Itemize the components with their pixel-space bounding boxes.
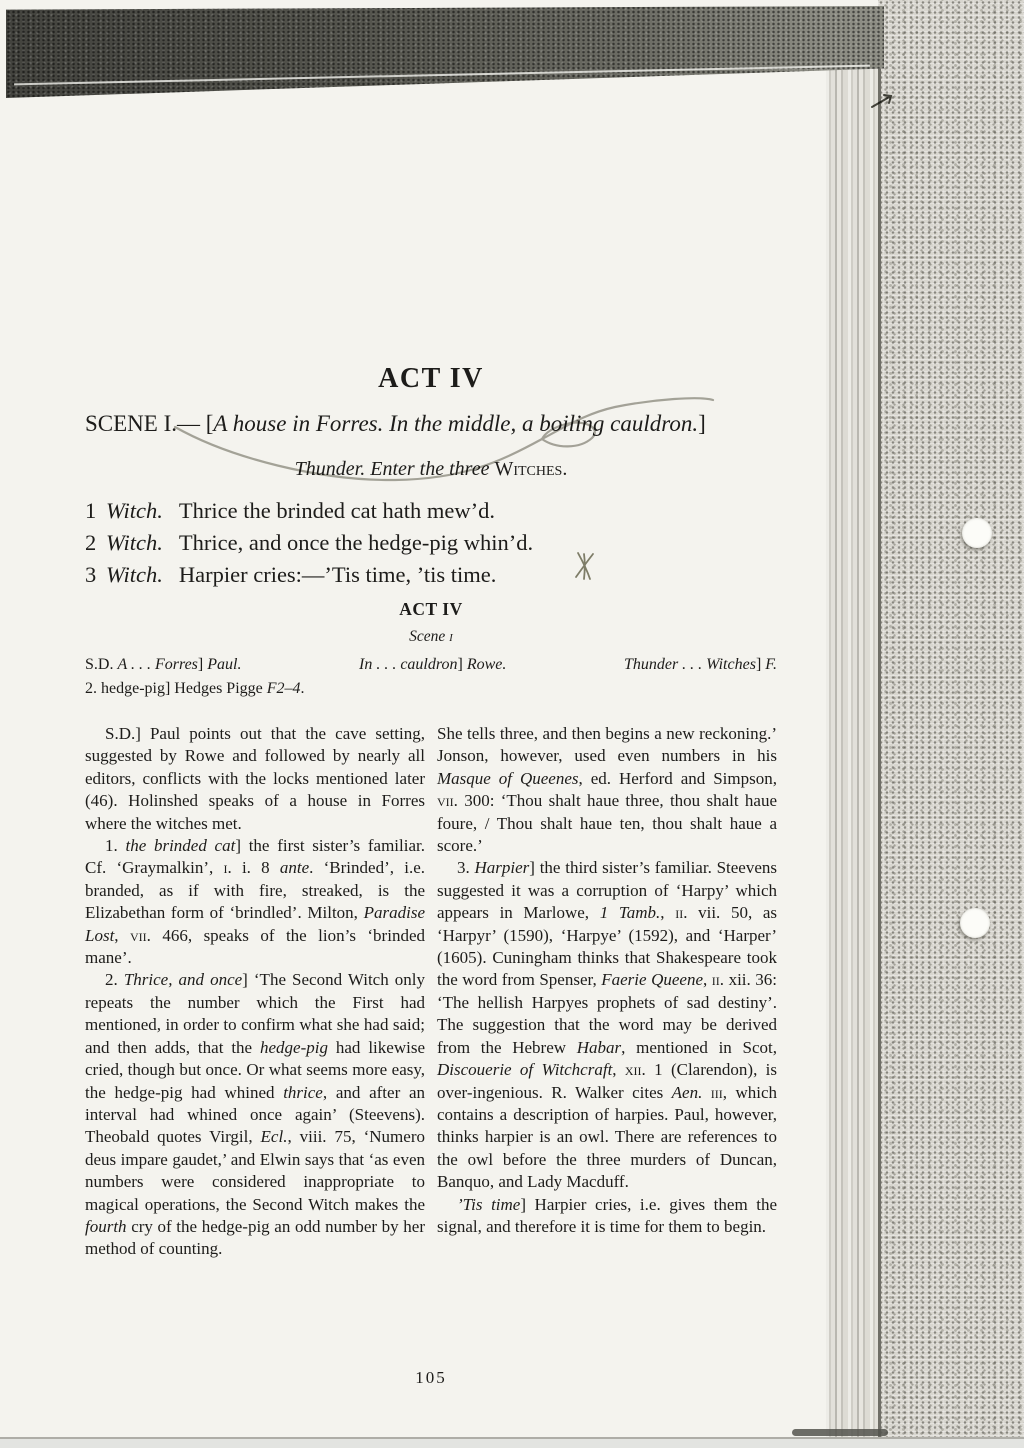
- speaker-name: Witch.: [106, 530, 163, 555]
- verse-line: [85, 527, 777, 559]
- collation-line: 2. hedge-pig] Hedges Pigge F2–4.: [85, 680, 305, 697]
- commentary-paragraph: 3. Harpier] the third sister’s familiar. Steevens suggested it was a corruption of ‘Harpy’ which appears in Marlowe, 1 Tamb., ii. vii. 50, as ‘Harpyr’ (1590), ‘Harpye’ (1592), and ‘Harper’ (1605). Cuningham thinks that Shakespeare took the word from Spenser, Faerie Queene, ii. xii. 36: ‘The hellish Harpyes prophets of sad destiny’. The suggestion that the word may be derived from the Hebrew Habar, mentioned in Scot, Discouerie of Witchcraft, xii. 1 (Clarendon), is over-ingenious. R. Walker cites Aen. iii, which contains a description of harpies. Paul, however, thinks harpier is an owl. There are references to the owl before the three murders of Duncan, Banquo, and Lady Macduff.: [437, 858, 778, 1192]
- scan-bottom-smudge: [792, 1429, 888, 1436]
- verse-line: [85, 559, 777, 591]
- commentary-paragraph: She tells three, and then begins a new reckoning.’ Jonson, however, used even numbers in his Masque of Queenes, ed. Herford and Simpson, vii. 300: ‘Thou shalt haue three, thou shalt haue foure, / Thou shalt haue ten, thou shalt haue a score.’: [437, 724, 777, 856]
- hole-punch: [962, 518, 992, 548]
- scene-heading: SCENE I.— [A house in Forres. In the middle, a boiling cauldron.]: [85, 411, 706, 436]
- collation-line: [85, 656, 777, 674]
- speech-text: Thrice the brinded cat hath mew’d.: [178, 498, 495, 523]
- speech-number: 2: [85, 530, 97, 555]
- commentary-paragraph: S.D.] Paul points out that the cave setting, suggested by Rowe and followed by nearly all editors, conflicts with the locks mentioned later (46). Holinshed speaks of a house in Forres where the witches met.: [85, 724, 425, 833]
- book-page-edges: [826, 62, 881, 1448]
- speech-text: Harpier cries:—’Tis time, ’tis time.: [178, 562, 497, 587]
- act-heading: ACT IV: [378, 362, 484, 394]
- collation-entry: In . . . cauldron] Rowe.: [359, 656, 507, 673]
- commentary-columns: [85, 723, 777, 1261]
- verse-line: [85, 495, 777, 527]
- verse-block: [85, 495, 777, 591]
- commentary-column-right: [437, 723, 777, 1261]
- stage-direction: Thunder. Enter the three Witches.: [294, 458, 568, 480]
- commentary-paragraph: 2. Thrice, and once] ‘The Second Witch only repeats the number which the First had mentioned, in order to confirm what she had said; and then adds, that the hedge-pig had likewise cried, though but once. Or what seems more easy, the hedge-pig had whined thrice, and after an interval had whined once again’ (Steevens). Theobald quotes Virgil, Ecl., viii. 75, ‘Numero deus impare gaudet,’ and Elwin says that ‘as even numbers were considered inappropriate to magical operations, the Second Witch makes the fourth cry of the hedge-pig an odd number by her method of counting.: [85, 970, 425, 1259]
- collation-entry: S.D. A . . . Forres] Paul.: [85, 656, 242, 673]
- notes-scene-heading: Scene i: [409, 628, 453, 645]
- speaker-name: Witch.: [106, 562, 163, 587]
- collation-entry: Thunder . . . Witches] F.: [623, 656, 777, 673]
- commentary-paragraph: ’Tis time] Harpier cries, i.e. gives them the signal, and therefore it is time for them to begin.: [437, 1194, 777, 1236]
- hole-punch: [960, 908, 990, 938]
- scan-shadow-band: [6, 6, 884, 98]
- commentary-paragraph: 1. the brinded cat] the first sister’s familiar. Cf. ‘Graymalkin’, i. i. 8 ante. ‘Brinded’, i.e. branded, as if with fire, streaked, is the Elizabethan form of ‘brindled’. Milton, Paradise Lost, vii. 466, speaks of the lion’s ‘brinded mane’.: [85, 836, 425, 968]
- speech-number: 1: [85, 498, 97, 523]
- fabric-texture-background: [878, 0, 1024, 1448]
- notes-act-heading: ACT IV: [399, 599, 463, 619]
- speaker-name: Witch.: [106, 498, 163, 523]
- speech-number: 3: [85, 562, 97, 587]
- speech-text: Thrice, and once the hedge-pig whin’d.: [178, 530, 534, 555]
- commentary-column-left: [85, 723, 425, 1261]
- page-number: 105: [415, 1368, 447, 1387]
- scan-bottom-edge: [0, 1437, 1024, 1448]
